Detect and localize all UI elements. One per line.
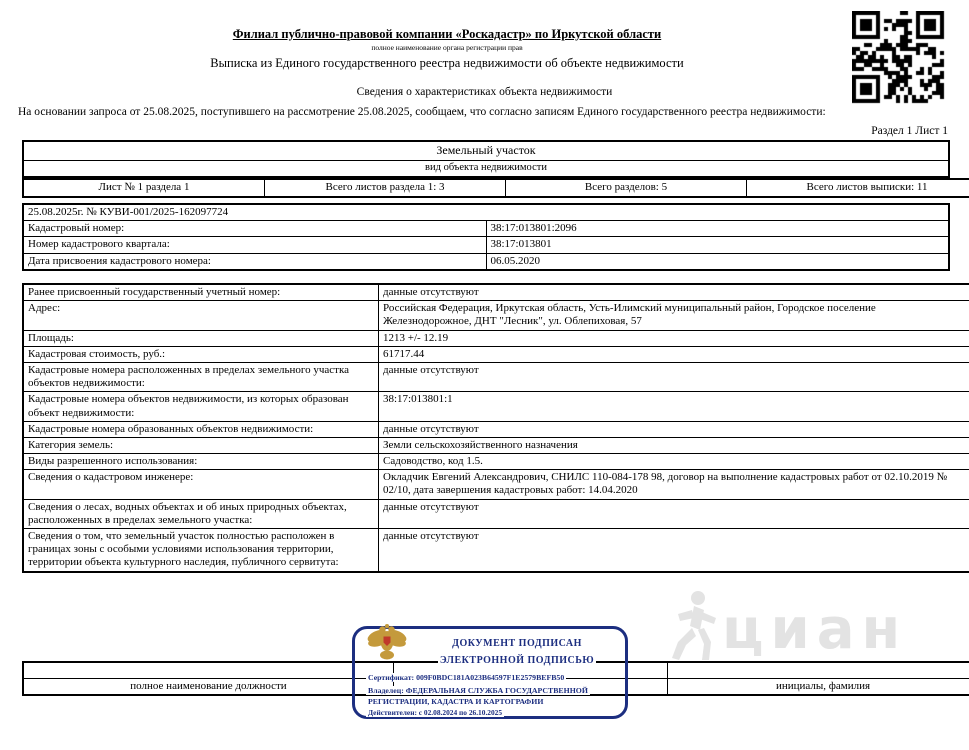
row-value: Российская Федерация, Иркутская область, Усть-Илимский муниципальный район, Городское поселение Железнодорожное, ДНТ "Лесник", ул. Облепиховая, 57 (379, 301, 969, 330)
row-value: 1213 +/- 12.19 (379, 330, 969, 346)
initials-surname-label: инициалы, фамилия (668, 679, 969, 696)
cian-watermark (664, 588, 907, 662)
row-label: Кадастровые номера расположенных в пределах земельного участка объектов недвижимости: (23, 362, 379, 391)
row-label: Сведения о кадастровом инженере: (23, 470, 379, 499)
stamp-title-line2: ЭЛЕКТРОННОЙ ПОДПИСЬЮ (439, 655, 595, 666)
sheet-info-cell: Всего разделов: 5 (506, 179, 747, 197)
sheet-info-cell: Всего листов выписки: 11 (747, 179, 969, 197)
row-label: Виды разрешенного использования: (23, 454, 379, 470)
row-value: данные отсутствуют (379, 284, 969, 301)
table-row (23, 454, 969, 470)
qr-code (852, 11, 946, 105)
row-label: Сведения о лесах, водных объектах и об иных природных объектах, расположенных в пределах земельного участка: (23, 499, 379, 528)
sheet-info-cell: Лист № 1 раздела 1 (23, 179, 265, 197)
stamp-owner-line2: РЕГИСТРАЦИИ, КАДАСТРА И КАРТОГРАФИИ (368, 697, 544, 706)
watermark-text: циан (722, 597, 908, 662)
electronic-signature-stamp (352, 626, 628, 719)
table-row (23, 330, 969, 346)
table-row (23, 301, 969, 330)
row-value: Окладчик Евгений Александрович, СНИЛС 110-084-178 98, договор на выполнение кадастровых работ от 02.10.2019 № 02/10, дата завершения кадастровых работ: 14.04.2020 (379, 470, 969, 499)
doc-number: 25.08.2025г. № КУВИ-001/2025-162097724 (23, 204, 949, 221)
section-sheet-label: Раздел 1 Лист 1 (871, 125, 948, 137)
position-name-label: полное наименование должности (23, 679, 394, 696)
table-row (23, 346, 969, 362)
stamp-validity: Действителен: с 02.08.2024 по 26.10.2025 (368, 708, 503, 717)
row-label: Кадастровая стоимость, руб.: (23, 346, 379, 362)
document-title: Выписка из Единого государственного реестра недвижимости об объекте недвижимости (210, 56, 684, 70)
row-label: Площадь: (23, 330, 379, 346)
row-value: Земли сельскохозяйственного назначения (379, 437, 969, 453)
row-value: данные отсутствуют (379, 421, 969, 437)
sheet-info-cell: Всего листов раздела 1: 3 (265, 179, 506, 197)
coat-of-arms-icon (365, 623, 409, 663)
org-caption: полное наименование органа регистрации прав (371, 43, 523, 52)
request-line: На основании запроса от 25.08.2025, поступившего на рассмотрение 25.08.2025, сообщаем, что согласно записям Единого государственного реестра недвижимости: (18, 106, 826, 118)
row-label: Кадастровый номер: (23, 221, 486, 237)
table-row (23, 392, 969, 421)
row-value: 38:17:013801:1 (379, 392, 969, 421)
table-row (23, 421, 969, 437)
row-label: Ранее присвоенный государственный учетный номер: (23, 284, 379, 301)
table-row (23, 470, 969, 499)
running-person-icon (664, 588, 722, 662)
row-label: Сведения о том, что земельный участок полностью расположен в границах зоны с особыми условиями использования территории, территории объекта культурного наследия, публичного сервитута: (23, 529, 379, 572)
section-title: Сведения о характеристиках объекта недвижимости (356, 86, 613, 98)
row-value: 61717.44 (379, 346, 969, 362)
row-label: Номер кадастрового квартала: (23, 237, 486, 253)
row-value: данные отсутствуют (379, 499, 969, 528)
row-value: данные отсутствуют (379, 529, 969, 572)
row-value: 06.05.2020 (486, 253, 949, 270)
row-value: Садоводство, код 1.5. (379, 454, 969, 470)
object-type-value: Земельный участок (23, 141, 949, 161)
row-label: Категория земель: (23, 437, 379, 453)
table-row (23, 529, 969, 572)
row-label: Кадастровые номера объектов недвижимости, из которых образован объект недвижимости: (23, 392, 379, 421)
row-value: 38:17:013801 (486, 237, 949, 253)
org-name: Филиал публично-правовой компании «Роскадастр» по Иркутской области (232, 27, 662, 41)
stamp-owner-line1: Владелец: ФЕДЕРАЛЬНАЯ СЛУЖБА ГОСУДАРСТВЕННОЙ (368, 686, 588, 695)
details-table (22, 283, 969, 573)
row-label: Дата присвоения кадастрового номера: (23, 253, 486, 270)
row-label: Кадастровые номера образованных объектов недвижимости: (23, 421, 379, 437)
signature-blank-cell (668, 662, 969, 679)
table-row (23, 362, 969, 391)
document-header (0, 27, 894, 71)
signature-blank-cell (23, 662, 394, 679)
row-value: данные отсутствуют (379, 362, 969, 391)
cadastral-table (22, 203, 950, 271)
stamp-title-line1: ДОКУМЕНТ ПОДПИСАН (452, 638, 582, 649)
table-row (23, 499, 969, 528)
row-label: Адрес: (23, 301, 379, 330)
stamp-certificate: Сертификат: 009F0BDC181A023B64597F1E2579BEFB50 (368, 673, 565, 682)
sheet-info-table (22, 178, 969, 198)
table-row (23, 437, 969, 453)
table-row (23, 284, 969, 301)
object-type-table (22, 140, 950, 178)
object-type-caption: вид объекта недвижимости (23, 161, 949, 177)
row-value: 38:17:013801:2096 (486, 221, 949, 237)
